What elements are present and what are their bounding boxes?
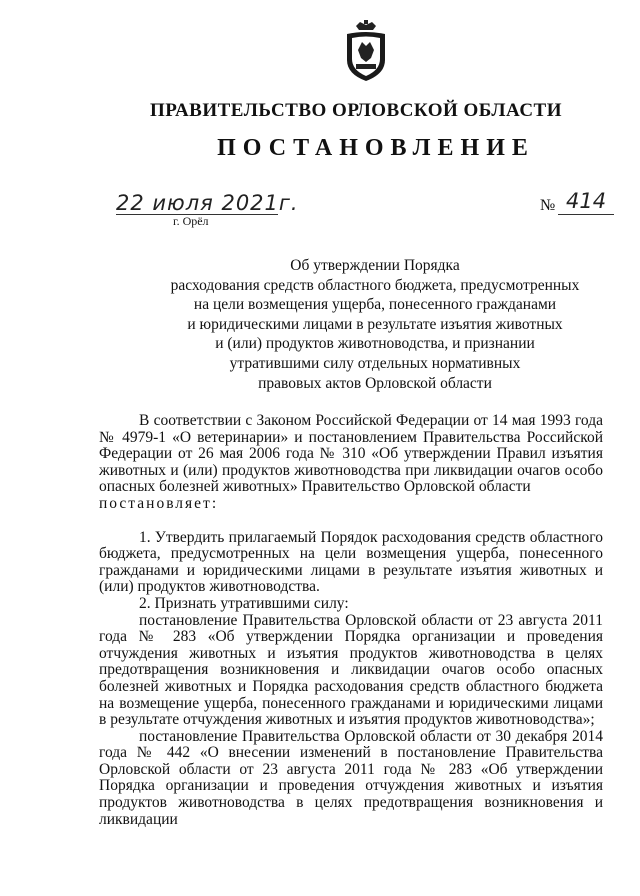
coat-of-arms-icon — [342, 20, 390, 82]
document-subject — [120, 256, 640, 393]
item-2a: постановление Правительства Орловской области от 23 августа 2011 года № 283 «Об утверждении Порядка организации и проведения отчуждения животных и изъятия продуктов животноводства в целях предотвращения возникновения и ликвидации очагов особо опасных болезней животных и Порядка расходования средств областного бюджета на возмещение ущерба, понесенного гражданами и юридическими лицами в результате отчуждения животных и изъятия продуктов животноводства»; — [99, 611, 603, 729]
preamble-text: В соответствии с Законом Российской Федерации от 14 мая 1993 года № 4979-1 «О ветеринарии» и постановлением Правительства Российской Федерации от 26 мая 2006 года № 310 «Об утверждении Правил изъятия животных и (или) продуктов животноводства при ликвидации очагов особо опасных болезней животных» Правительство Орловской области — [99, 412, 603, 496]
date-handwritten: 22 июля 2021г. — [116, 191, 299, 215]
subject-line: на цели возмещения ущерба, понесенного гражданами — [193, 296, 557, 314]
resolves-word: постановляет: — [99, 494, 219, 512]
document-type: ПОСТАНОВЛЕНИЕ — [217, 135, 535, 161]
subject-line: утратившими силу отдельных нормативных — [229, 354, 521, 372]
organization-name: ПРАВИТЕЛЬСТВО ОРЛОВСКОЙ ОБЛАСТИ — [149, 100, 562, 121]
resolves-paragraph — [99, 496, 603, 513]
item-1: 1. Утвердить прилагаемый Порядок расходования средств областного бюджета, предусмотренных на цели возмещения ущерба, понесенного гражданами и юридическими лицами в результате изъятия животных и (или) продуктов животноводства. — [99, 528, 603, 596]
subject-line: и юридическими лицами в результате изъятия животных — [187, 315, 563, 333]
subject-line: и (или) продуктов животноводства, и признании — [215, 335, 535, 353]
subject-line: Об утверждении Порядка — [290, 257, 460, 274]
document-body — [99, 413, 603, 828]
preamble-paragraph — [99, 413, 603, 496]
subject-line: правовых актов Орловской области — [258, 374, 492, 392]
subject-line: расходования средств областного бюджета, предусмотренных — [170, 276, 580, 294]
number-handwritten: 414 — [566, 189, 607, 213]
number-label: № — [540, 197, 556, 214]
number-underline — [558, 214, 614, 215]
city-label: г. Орёл — [173, 214, 209, 228]
item-2: 2. Признать утратившими силу: — [139, 594, 349, 612]
item-2b: постановление Правительства Орловской области от 30 декабря 2014 года № 442 «О внесении изменений в постановление Правительства Орловской области от 23 августа 2011 года № 283 «Об утверждении Порядка организации и проведения отчуждения животных и изъятия продуктов животноводства в целях предотвращения возникновения и ликвидации — [99, 727, 603, 828]
